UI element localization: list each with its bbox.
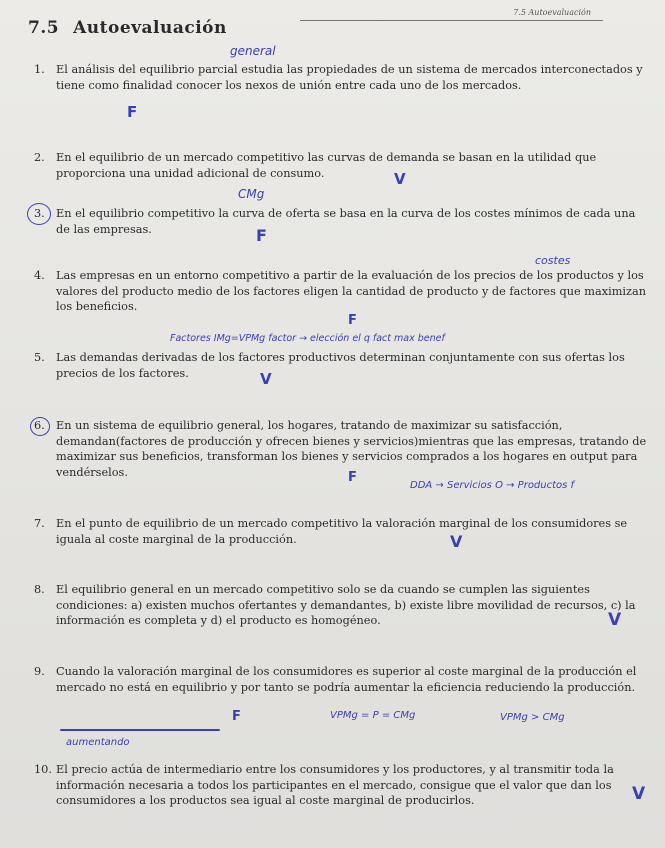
question-number: 7. (34, 517, 45, 530)
section-title (28, 18, 227, 38)
handwritten-note: DDA → Servicios O → Productos f (410, 480, 575, 491)
question-text: Las empresas en un entorno competitivo a partir de la evaluación de los precios de los productos y los valores del producto medio de los factores eligen la cantidad de producto y de factores que maximizan los beneficios. (56, 269, 646, 313)
question-text: El equilibrio general en un mercado competitivo solo se da cuando se cumplen las siguientes condiciones: a) existen muchos ofertantes y demandantes, b) existe libre movilidad de recursos, c) la información es completa y d) el producto es homogéneo. (56, 583, 636, 627)
answer-mark: V (260, 370, 272, 388)
question-number: 4. (34, 269, 45, 282)
question-number: 3. (34, 207, 45, 220)
question-4 (34, 268, 647, 315)
question-text: El análisis del equilibrio parcial estudia las propiedades de un sistema de mercados interconectados y tiene como finalidad conocer los nexos de unión entre cada uno de los mercados. (56, 63, 643, 92)
question-8 (34, 582, 647, 629)
question-9 (34, 664, 647, 695)
question-number: 5. (34, 351, 45, 364)
answer-mark: F (348, 470, 357, 485)
section-title-text: Autoevaluación (73, 18, 227, 38)
question-6 (34, 418, 647, 480)
question-5 (34, 350, 647, 381)
handwritten-note: general (230, 44, 276, 58)
handwritten-note: CMg (238, 187, 265, 201)
question-3 (34, 206, 647, 237)
question-text: En el punto de equilibrio de un mercado competitivo la valoración marginal de los consumidores se iguala al coste marginal de la producción. (56, 517, 628, 546)
section-number: 7.5 (28, 18, 60, 38)
header-rule (300, 20, 603, 21)
answer-mark: V (608, 610, 622, 630)
answer-mark: F (232, 709, 241, 724)
answer-mark: V (632, 784, 646, 804)
handwritten-note: costes (535, 254, 571, 267)
answer-mark: F (348, 313, 357, 328)
answer-mark: V (394, 170, 406, 188)
question-2 (34, 150, 647, 181)
handwritten-note: aumentando (66, 737, 130, 748)
handwritten-note: VPMg > CMg (500, 712, 565, 723)
question-10 (34, 762, 647, 809)
answer-mark: F (256, 226, 267, 245)
question-text: En el equilibrio de un mercado competitivo las curvas de demanda se basan en la utilidad que proporciona una unidad adicional de consumo. (56, 151, 597, 180)
underline-annotation (60, 729, 220, 731)
running-head: 7.5 Autoevaluación (513, 8, 591, 17)
question-number: 2. (34, 151, 45, 164)
question-text: Cuando la valoración marginal de los consumidores es superior al coste marginal de la producción el mercado no está en equilibrio y por tanto se podría aumentar la eficiencia reduciendo la producción. (56, 665, 637, 694)
question-1 (34, 62, 647, 93)
handwritten-note: VPMg = P = CMg (330, 710, 416, 721)
question-text: Las demandas derivadas de los factores productivos determinan conjuntamente con sus ofertas los precios de los factores. (56, 351, 625, 380)
answer-mark: F (127, 103, 138, 121)
answer-mark: V (450, 532, 463, 551)
question-number: 6. (34, 419, 45, 432)
question-text: En el equilibrio competitivo la curva de oferta se basa en la curva de los costes mínimos de cada una de las empresas. (56, 207, 636, 236)
question-7 (34, 516, 647, 547)
question-number: 10. (34, 763, 52, 776)
question-text: En un sistema de equilibrio general, los hogares, tratando de maximizar su satisfacción, demandan(factores de producción y ofrecen bienes y servicios)mientras que las empresas, tratando de maximizar sus beneficios, transforman los bienes y servicios comprados a los hogares en output para vendérselos. (56, 419, 647, 479)
question-number: 8. (34, 583, 45, 596)
handwritten-note: Factores IMg=VPMg factor → elección el q fact max benef (170, 333, 445, 344)
question-text: El precio actúa de intermediario entre los consumidores y los productores, y al transmitir toda la información necesaria a todos los participantes en el mercado, consigue que el valor que dan los consumidores a los productos sea igual al coste marginal de producirlos. (56, 763, 614, 807)
question-number: 9. (34, 665, 45, 678)
question-number: 1. (34, 63, 45, 76)
